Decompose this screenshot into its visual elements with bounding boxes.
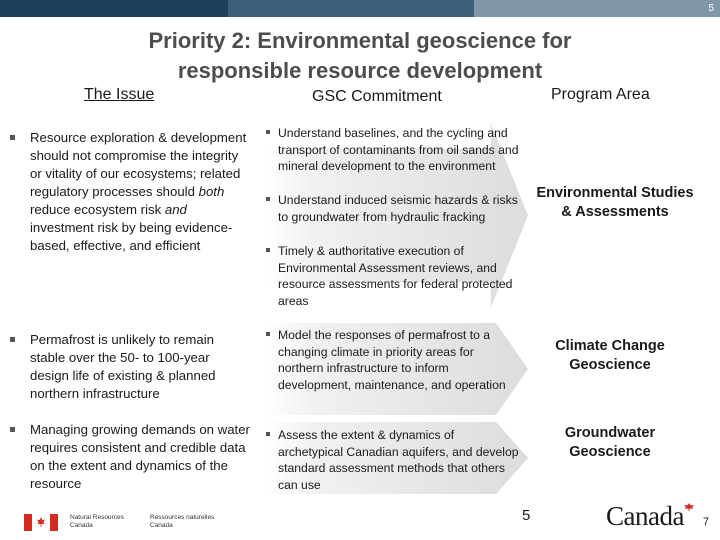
bullet-square-icon xyxy=(10,427,15,432)
top-bar-segment-light xyxy=(474,0,720,17)
program-area-2: Climate Change Geoscience xyxy=(555,338,665,373)
canada-wordmark: Canada xyxy=(606,501,684,531)
title-line-2: responsible resource development xyxy=(177,58,543,83)
top-bar-segment-mid xyxy=(228,0,474,17)
wordmark-flag-icon xyxy=(684,503,694,511)
issue-item-2: Permafrost is unlikely to remain stable over the 50- to 100-year design life of existing & planned northern infrastructure xyxy=(10,331,250,403)
bullet-square-icon xyxy=(10,135,15,140)
program-area-3: Groundwater Geoscience xyxy=(564,425,656,460)
top-bar-segment-dark xyxy=(0,0,228,17)
commitment-item-1c: Timely & authoritative execution of Environmental Assessment reviews, and resource assessments for federal protected areas xyxy=(262,243,520,309)
page-number-bottom: 5 xyxy=(522,507,531,524)
department-name-english: Natural Resources Canada xyxy=(70,514,124,529)
wordmark-suffix: 7 xyxy=(703,516,710,528)
page-number-top: 5 xyxy=(708,3,714,14)
gsc-column-header: GSC Commitment xyxy=(312,88,442,105)
commitment-item-2: Model the responses of permafrost to a changing climate in priority areas for northern infrastructure to inform development, maintenance, and operation xyxy=(262,327,520,393)
bullet-square-icon xyxy=(266,248,270,252)
bullet-square-icon xyxy=(10,337,15,342)
commitment-item-3: Assess the extent & dynamics of archetypical Canadian aquifers, and develop standard assessment methods that others can use xyxy=(262,427,520,493)
program-area-1: Environmental Studies & Assessments xyxy=(536,185,694,220)
commitment-item-1a: Understand baselines, and the cycling and transport of contaminants from oil sands and mineral development to the environment xyxy=(262,125,520,175)
program-column-header: Program Area xyxy=(551,86,650,103)
bullet-square-icon xyxy=(266,197,270,201)
canada-flag-icon xyxy=(24,514,58,531)
issue-item-3: Managing growing demands on water requires consistent and credible data on the extent and dynamics of the resource xyxy=(10,421,250,493)
slide-title xyxy=(60,26,660,86)
title-line-1: Priority 2: Environmental geoscience for xyxy=(148,28,572,53)
issue-text-1: Resource exploration & development should not compromise the integrity or vitality of our ecosystems; related regulatory processes should both reduce ecosystem risk and investment risk by being evidence-based, effective, and efficient xyxy=(30,130,247,253)
commitment-item-1b: Understand induced seismic hazards & risks to groundwater from hydraulic fracking xyxy=(262,192,520,225)
issue-column-header: The Issue xyxy=(84,86,155,103)
top-color-bar xyxy=(0,0,720,17)
issue-item-1 xyxy=(10,129,250,255)
department-name-french: Ressources naturelles Canada xyxy=(150,514,215,529)
bullet-square-icon xyxy=(266,130,270,134)
bullet-square-icon xyxy=(266,432,270,436)
bullet-square-icon xyxy=(266,332,270,336)
